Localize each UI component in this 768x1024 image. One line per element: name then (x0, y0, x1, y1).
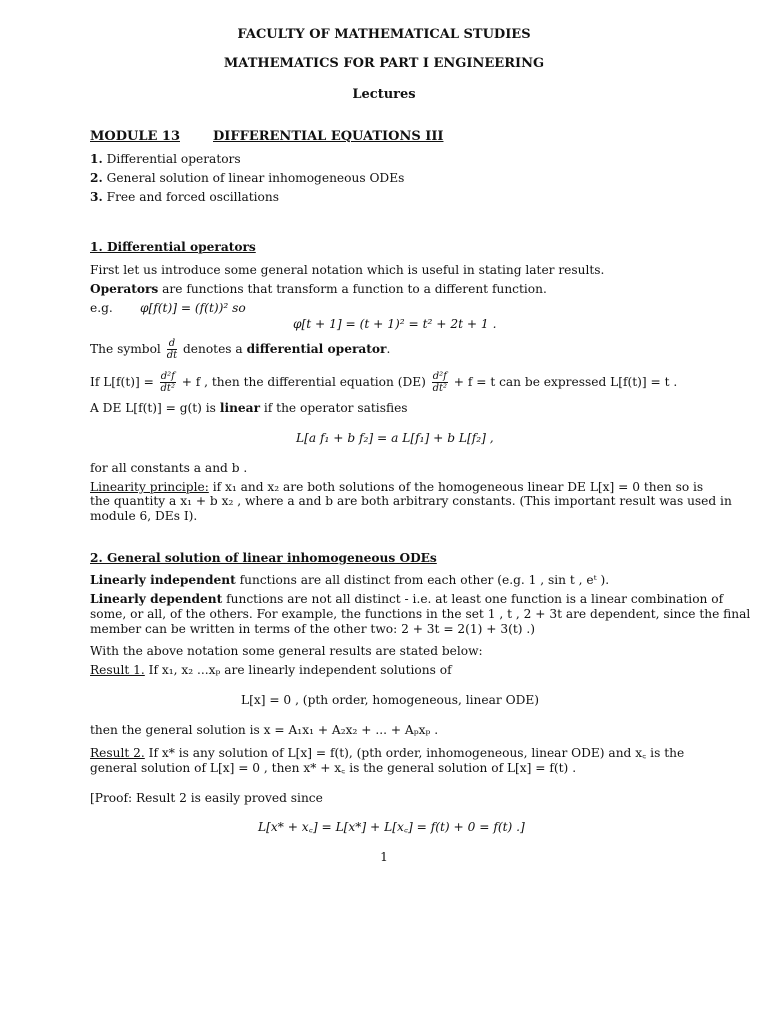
contents-item: 1. Differential operators (90, 152, 241, 166)
s1-operators-def: Operators are functions that transform a function to a different function. (90, 282, 547, 296)
s1-linear-def: A DE L[f(t)] = g(t) is linear if the operator satisfies (90, 401, 408, 415)
s1-linearity-line3: module 6, DEs I). (90, 509, 198, 523)
s1-symbol-line: The symbol $\frac{d}{dt}$ denotes a differential operator. (90, 338, 391, 361)
s1-if-line: If L[f(t)] = $\frac{\text{d²f}}{\text{dt²}}$ + f , then the differential equation (DE) $\frac{\text{d²f}}{\text{dt²}}$ + f = t can be expressed L[f(t)] = t . (90, 371, 678, 394)
s2-dependent-line3: member can be written in terms of the other two: 2 + 3t = 2(1) + 3(t) .) (90, 622, 536, 636)
s2-result-2: Result 2. If x* is any solution of L[x] = f(t), (pth order, inhomogeneous, linear ODE) and x꜀ is the (90, 746, 685, 760)
s1-linear-formula: L[a f₁ + b f₂] = a L[f₁] + b L[f₂] , (296, 431, 494, 445)
s2-dependent-line2: some, or all, of the others. For example, the functions in the set 1 , t , 2 + 3t are dependent, since the final (90, 607, 751, 621)
s2-dependent-def: Linearly dependent functions are not all distinct - i.e. at least one function is a linear combination of (90, 592, 724, 606)
section-2-heading: 2. General solution of linear inhomogeneous ODEs (90, 551, 437, 565)
s1-eg-result: φ[t + 1] = (t + 1)² = t² + 2t + 1 . (293, 317, 497, 331)
d-dt-fraction: $\frac{d}{dt}$ (166, 338, 178, 361)
contents-item: 2. General solution of linear inhomogeneous ODEs (90, 171, 405, 185)
s2-proof-formula: L[x* + x꜀] = L[x*] + L[x꜀] = f(t) + 0 = f(t) .] (258, 820, 525, 834)
contents-item: 3. Free and forced oscillations (90, 190, 279, 204)
module-number: MODULE 13 (90, 129, 180, 144)
s1-constants: for all constants a and b . (90, 461, 248, 475)
section-1-heading: 1. Differential operators (90, 240, 256, 254)
s1-intro: First let us introduce some general notation which is useful in stating later results. (90, 263, 605, 277)
course-title: MATHEMATICS FOR PART I ENGINEERING (223, 56, 545, 71)
s2-independent-def: Linearly independent functions are all distinct from each other (e.g. 1 , sin t , eᵗ ). (90, 573, 610, 587)
d2f-dt2-fraction: $\frac{\text{d²f}}{\text{dt²}}$ (160, 371, 175, 394)
page-number: 1 (380, 850, 388, 864)
d2f-dt2-fraction: $\frac{\text{d²f}}{\text{dt²}}$ (432, 371, 448, 394)
s1-linearity-line2: the quantity a x₁ + b x₂ , where a and b are both arbitrary constants. (This important result was used in (90, 494, 732, 508)
s2-result-1-formula: L[x] = 0 , (pth order, homogeneous, linear ODE) (241, 693, 539, 707)
module-title: DIFFERENTIAL EQUATIONS III (213, 129, 444, 144)
faculty-title: FACULTY OF MATHEMATICAL STUDIES (237, 27, 531, 42)
s2-result-1: Result 1. If x₁, x₂ ...xₚ are linearly independent solutions of (90, 663, 452, 677)
s1-linearity-principle: Linearity principle: if x₁ and x₂ are both solutions of the homogeneous linear DE L[x] = 0 then so is (90, 480, 704, 494)
s2-proof: [Proof: Result 2 is easily proved since (90, 791, 323, 805)
s1-eg-formula: φ[f(t)] = (f(t))² so (140, 301, 246, 315)
s1-eg-label: e.g. (90, 301, 113, 315)
s2-result-1-general: then the general solution is x = A₁x₁ + A₂x₂ + ... + Aₚxₚ . (90, 723, 439, 737)
s2-result-2-line2: general solution of L[x] = 0 , then x* + x꜀ is the general solution of L[x] = f(t) . (90, 761, 577, 775)
s2-notation: With the above notation some general results are stated below: (90, 644, 483, 658)
lectures-label: Lectures (352, 87, 416, 102)
